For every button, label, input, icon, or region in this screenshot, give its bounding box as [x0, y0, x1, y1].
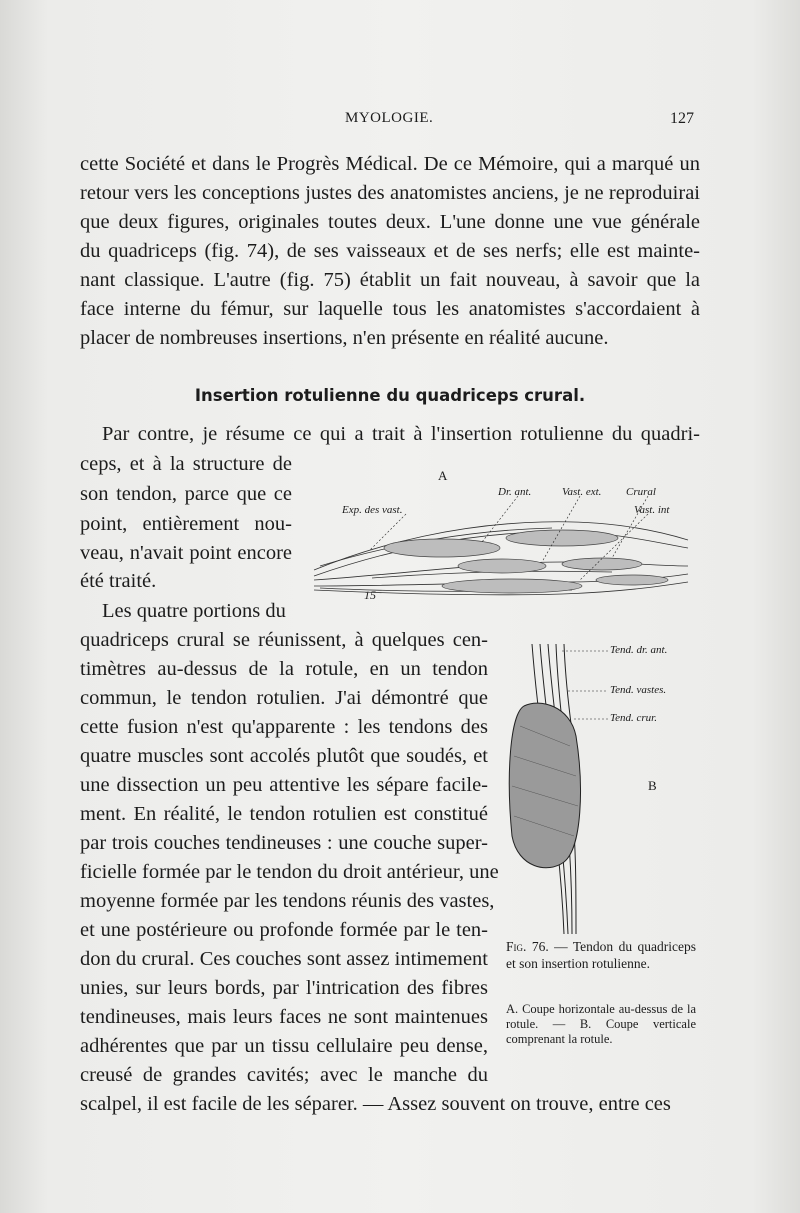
label-crural: Crural: [626, 486, 656, 498]
text-line: commun, le tendon rotulien. J'ai démontré que: [80, 687, 488, 709]
text-line: unies, sur leurs bords, par l'intrication des fibres: [80, 977, 488, 999]
panel-a-letter: A: [438, 468, 448, 483]
panel-b-letter: B: [648, 778, 657, 793]
text-line: placer de nombreuses insertions, n'en présente en réalité aucune.: [80, 327, 609, 349]
figure-caption-label: Fig. 76.: [506, 939, 549, 954]
text-line: cette fusion n'est qu'apparente : les tendons des: [80, 716, 488, 738]
text-line: veau, n'avait point encore: [80, 542, 292, 564]
text-line: ceps, et à la structure de: [80, 453, 292, 475]
figure-panel-a: [312, 462, 692, 612]
text-line: quadriceps crural se réunissent, à quelques cen-: [80, 629, 488, 651]
running-title: MYOLOGIE.: [345, 110, 434, 126]
text-line: une dissection un peu attentive les sépare facile-: [80, 774, 488, 796]
text-line: ment. En réalité, le tendon rotulien est constitué: [80, 803, 488, 825]
label-dr-ant: Dr. ant.: [498, 486, 532, 498]
text-line: été traité.: [80, 570, 157, 592]
label-vast-ext: Vast. ext.: [562, 486, 602, 498]
label-tend-dr-ant: Tend. dr. ant.: [610, 644, 668, 656]
text-line: don du crural. Ces couches sont assez intimement: [80, 948, 488, 970]
patella-vertical-section: [500, 636, 700, 936]
text-line: que deux figures, originales toutes deux. L'une donne une vue générale: [80, 211, 700, 233]
text-line: retour vers les conceptions justes des anatomistes anciens, je ne reproduirai: [80, 182, 700, 204]
figure-caption-title: [506, 938, 696, 972]
text-line: ficielle formée par le tendon du droit antérieur, une: [80, 861, 499, 883]
figure-caption-text: — Tendon du quadriceps et son insertion rotulienne.: [506, 939, 697, 971]
running-head: [80, 110, 700, 132]
text-line: et une postérieure ou profonde formée par le ten-: [80, 919, 488, 941]
label-tend-crur: Tend. crur.: [610, 712, 657, 724]
text-line: son tendon, parce que ce: [80, 483, 292, 505]
text-line: scalpel, il est facile de les séparer. — Assez souvent on trouve, entre ces: [80, 1093, 671, 1115]
label-tend-vastes: Tend. vastes.: [610, 684, 667, 696]
label-vast-int: Vast. int: [634, 504, 670, 516]
page-number: 127: [670, 110, 694, 127]
figure-caption-description: A. Coupe horizontale au-dessus de la rotule. — B. Coupe verticale comprenant la rotule.: [506, 1002, 696, 1046]
text-line: du quadriceps (fig. 74), de ses vaisseaux et de ses nerfs; elle est mainte-: [80, 240, 700, 262]
section-heading: Insertion rotulienne du quadriceps crural.: [194, 386, 586, 405]
text-line: par trois couches tendineuses : une couche super-: [80, 832, 488, 854]
label-exp-vast: Exp. des vast.: [342, 504, 403, 516]
text-line: timètres au-dessus de la rotule, en un tendon: [80, 658, 488, 680]
text-line: cette Société et dans le Progrès Médical. De ce Mémoire, qui a marqué un: [80, 153, 700, 175]
tendon-horizontal-section: [312, 462, 692, 612]
text-line: point, entièrement nou-: [80, 513, 292, 535]
text-line: Les quatre portions du: [102, 600, 286, 622]
text-line: tendineuses, mais leurs faces ne sont maintenues: [80, 1006, 488, 1028]
text-line: Par contre, je résume ce qui a trait à l'insertion rotulienne du quadri-: [102, 423, 700, 445]
figure-mark: 15: [364, 588, 376, 602]
text-line: creusé de grandes cavités; avec le manche du: [80, 1064, 488, 1086]
text-line: adhérentes que par un tissu cellulaire peu dense,: [80, 1035, 488, 1057]
text-line: quatre muscles sont accolés plutôt que soudés, et: [80, 745, 488, 767]
figure-panel-b: [500, 636, 700, 936]
text-line: face interne du fémur, sur laquelle tous les anatomistes s'accordaient à: [80, 298, 700, 320]
text-line: nant classique. L'autre (fig. 75) établit un fait nouveau, à savoir que la: [80, 269, 700, 291]
text-line: moyenne formée par les tendons réunis des vastes,: [80, 890, 495, 912]
